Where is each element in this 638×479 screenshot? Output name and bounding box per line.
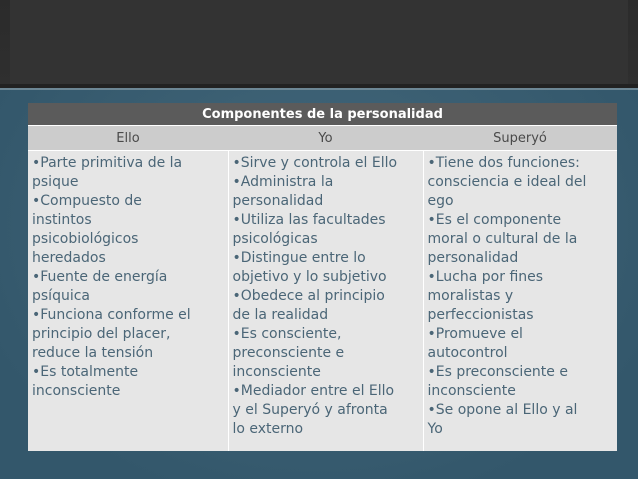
table-row <box>28 151 617 452</box>
cell-line: moral o cultural de la <box>427 231 578 247</box>
cell-ello <box>28 151 228 452</box>
cell-line: instintos <box>32 212 92 228</box>
cell-line: autocontrol <box>427 345 508 361</box>
header-yo: Yo <box>228 126 423 151</box>
cell-line: y el Superyó y afronta <box>232 402 388 418</box>
cell-line: •Utiliza las facultades <box>232 212 386 228</box>
cell-line: •Se opone al Ello y al <box>427 402 578 418</box>
cell-line: personalidad <box>427 250 519 266</box>
cell-line: personalidad <box>232 193 324 209</box>
cell-line: reduce la tensión <box>32 345 154 361</box>
cell-line: psíquica <box>32 288 90 304</box>
cell-line: de la realidad <box>232 307 329 323</box>
cell-line: inconsciente <box>32 383 121 399</box>
cell-line: •Tiene dos funciones: <box>427 155 580 171</box>
table-title-row <box>28 103 617 126</box>
cell-line: •Es consciente, <box>232 326 342 342</box>
cell-line: •Compuesto de <box>32 193 142 209</box>
cell-line: •Parte primitiva de la <box>32 155 183 171</box>
cell-line: •Lucha por fines <box>427 269 544 285</box>
cell-line: consciencia e ideal del <box>427 174 587 190</box>
cell-line: •Obedece al principio <box>232 288 385 304</box>
cell-line: heredados <box>32 250 106 266</box>
cell-line: •Funciona conforme el <box>32 307 191 323</box>
cell-line: moralistas y <box>427 288 514 304</box>
cell-line: principio del placer, <box>32 326 171 342</box>
personality-table <box>28 103 617 451</box>
cell-yo <box>228 151 423 452</box>
cell-line: •Promueve el <box>427 326 523 342</box>
cell-line: •Sirve y controla el Ello <box>232 155 398 171</box>
cell-line: psicológicas <box>232 231 318 247</box>
cell-line: •Es preconsciente e <box>427 364 568 380</box>
cell-line: lo externo <box>232 421 304 437</box>
cell-line: •Es el componente <box>427 212 562 228</box>
cell-line: psicobiológicos <box>32 231 139 247</box>
cell-line: ego <box>427 193 454 209</box>
cell-line: objetivo y lo subjetivo <box>232 269 387 285</box>
cell-line: •Mediador entre el Ello <box>232 383 395 399</box>
cell-line: psique <box>32 174 79 190</box>
cell-line: perfeccionistas <box>427 307 534 323</box>
cell-line: •Administra la <box>232 174 334 190</box>
cell-line: inconsciente <box>427 383 516 399</box>
top-band-panel <box>10 0 628 84</box>
header-superyo: Superyó <box>423 126 617 151</box>
cell-line: •Fuente de energía <box>32 269 168 285</box>
table-title: Componentes de la personalidad <box>28 103 617 126</box>
cell-line: inconsciente <box>232 364 321 380</box>
cell-superyo <box>423 151 617 452</box>
cell-line: •Es totalmente <box>32 364 139 380</box>
header-ello: Ello <box>28 126 228 151</box>
top-band <box>0 0 638 84</box>
cell-line: Yo <box>427 421 443 437</box>
cell-line: preconsciente e <box>232 345 345 361</box>
table-header-row <box>28 126 617 151</box>
cell-line: •Distingue entre lo <box>232 250 366 266</box>
